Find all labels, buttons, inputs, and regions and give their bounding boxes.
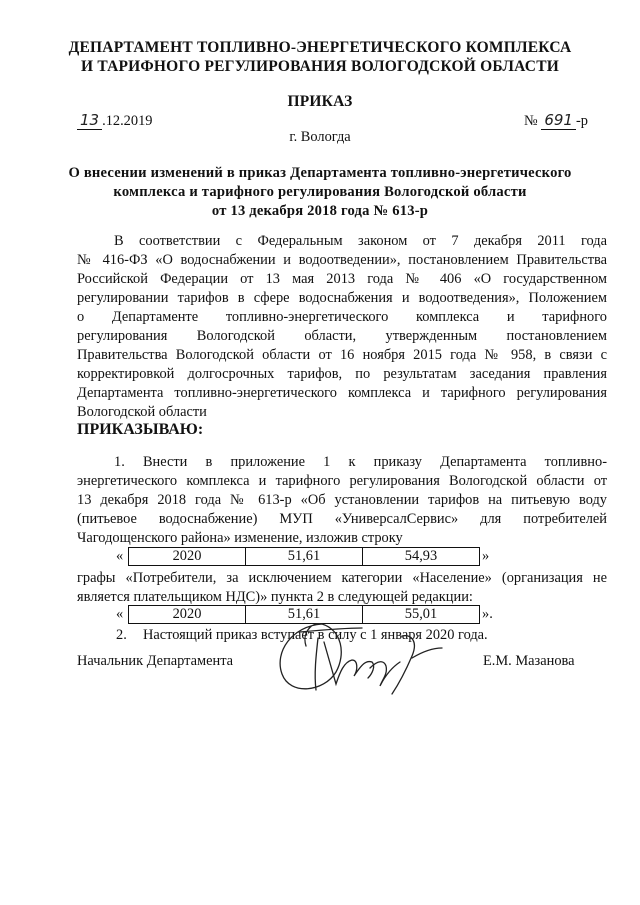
preamble-line: о Департаменте топливно-энергетического комплекса и тарифного — [77, 309, 607, 325]
document-title: ПРИКАЗ — [287, 93, 353, 110]
item1-line: 1. Внести в приложение 1 к приказу Департамента топливно- — [114, 454, 607, 470]
quote-open: « — [116, 548, 124, 564]
subject-line2: комплекса и тарифного регулирования Вологодской области — [113, 184, 527, 200]
department-name-line1: ДЕПАРТАМЕНТ ТОПЛИВНО-ЭНЕРГЕТИЧЕСКОГО КОМПЛЕКСА — [68, 39, 572, 56]
department-name-line2: И ТАРИФНОГО РЕГУЛИРОВАНИЯ ВОЛОГОДСКОЙ ОБЛАСТИ — [81, 58, 559, 75]
new-value1-cell: 51,61 — [246, 606, 363, 624]
quote-close: ». — [482, 606, 493, 622]
order-date — [77, 111, 152, 131]
old-tariff-row — [128, 547, 480, 566]
item1-line: 13 декабря 2018 года № 613-р «Об установлении тарифов на питьевую воду — [77, 492, 607, 508]
handwritten-number: 691 — [541, 111, 576, 130]
preamble-line: Вологодской области — [77, 404, 207, 420]
old-value1-cell: 51,61 — [246, 548, 363, 566]
preamble-line: Правительства Вологодской области от 16 ноября 2015 года № 958, в связи с — [77, 347, 607, 363]
handwritten-signature — [262, 612, 452, 702]
old-year-cell: 2020 — [129, 548, 246, 566]
signatory-name: Е.М. Мазанова — [483, 653, 575, 669]
new-value2-cell: 55,01 — [363, 606, 480, 624]
order-number — [524, 111, 588, 131]
number-suffix: -р — [575, 113, 588, 129]
preamble-line: В соответствии с Федеральным законом от 7 декабря 2011 года — [114, 233, 607, 249]
quote-close: » — [482, 548, 490, 564]
subject-line3: от 13 декабря 2018 года № 613-р — [211, 203, 429, 219]
signatory-position: Начальник Департамента — [77, 653, 234, 669]
directive: ПРИКАЗЫВАЮ: — [77, 421, 204, 438]
item2-text: Настоящий приказ вступает в силу с 1 января 2020 года. — [143, 627, 488, 643]
date-rest: .12.2019 — [102, 113, 153, 129]
quote-open: « — [116, 606, 124, 622]
preamble-line: № 416-ФЗ «О водоснабжении и водоотведении», постановлением Правительства — [77, 252, 607, 268]
subject-line1: О внесении изменений в приказ Департамента топливно-энергетического — [68, 165, 572, 181]
item1-line: энергетического комплекса и тарифного регулирования Вологодской области от — [77, 473, 607, 489]
item1-line: (питьевое водоснабжение) МУП «УниверсалСервис» для потребителей — [77, 511, 607, 527]
new-year-cell: 2020 — [129, 606, 246, 624]
number-sign: № — [524, 113, 538, 129]
preamble-line: корректировкой долгосрочных тарифов, по результатам заседания правления — [77, 366, 607, 382]
preamble-line: Российской Федерации от 13 мая 2013 года № 406 «О государственном — [77, 271, 607, 287]
item1-middle-line: графы «Потребители, за исключением категории «Население» (организация не — [77, 570, 607, 586]
item1-middle-line: является плательщиком НДС)» пункта 2 в следующей редакции: — [77, 589, 473, 605]
city: г. Вологда — [289, 129, 351, 145]
preamble-line: регулирования Вологодской области, утвержденным постановлением — [77, 328, 607, 344]
preamble-line: Департамента топливно-энергетического комплекса и тарифного регулирования — [77, 385, 607, 401]
preamble-line: регулировании тарифов в сфере водоснабжения и водоотведения», Положением — [77, 290, 607, 306]
item2-number: 2. — [116, 627, 127, 643]
old-value2-cell: 54,93 — [363, 548, 480, 566]
item1-line: Чагодощенского района» изменение, изложив строку — [77, 530, 403, 546]
handwritten-day: 13 — [77, 111, 102, 130]
